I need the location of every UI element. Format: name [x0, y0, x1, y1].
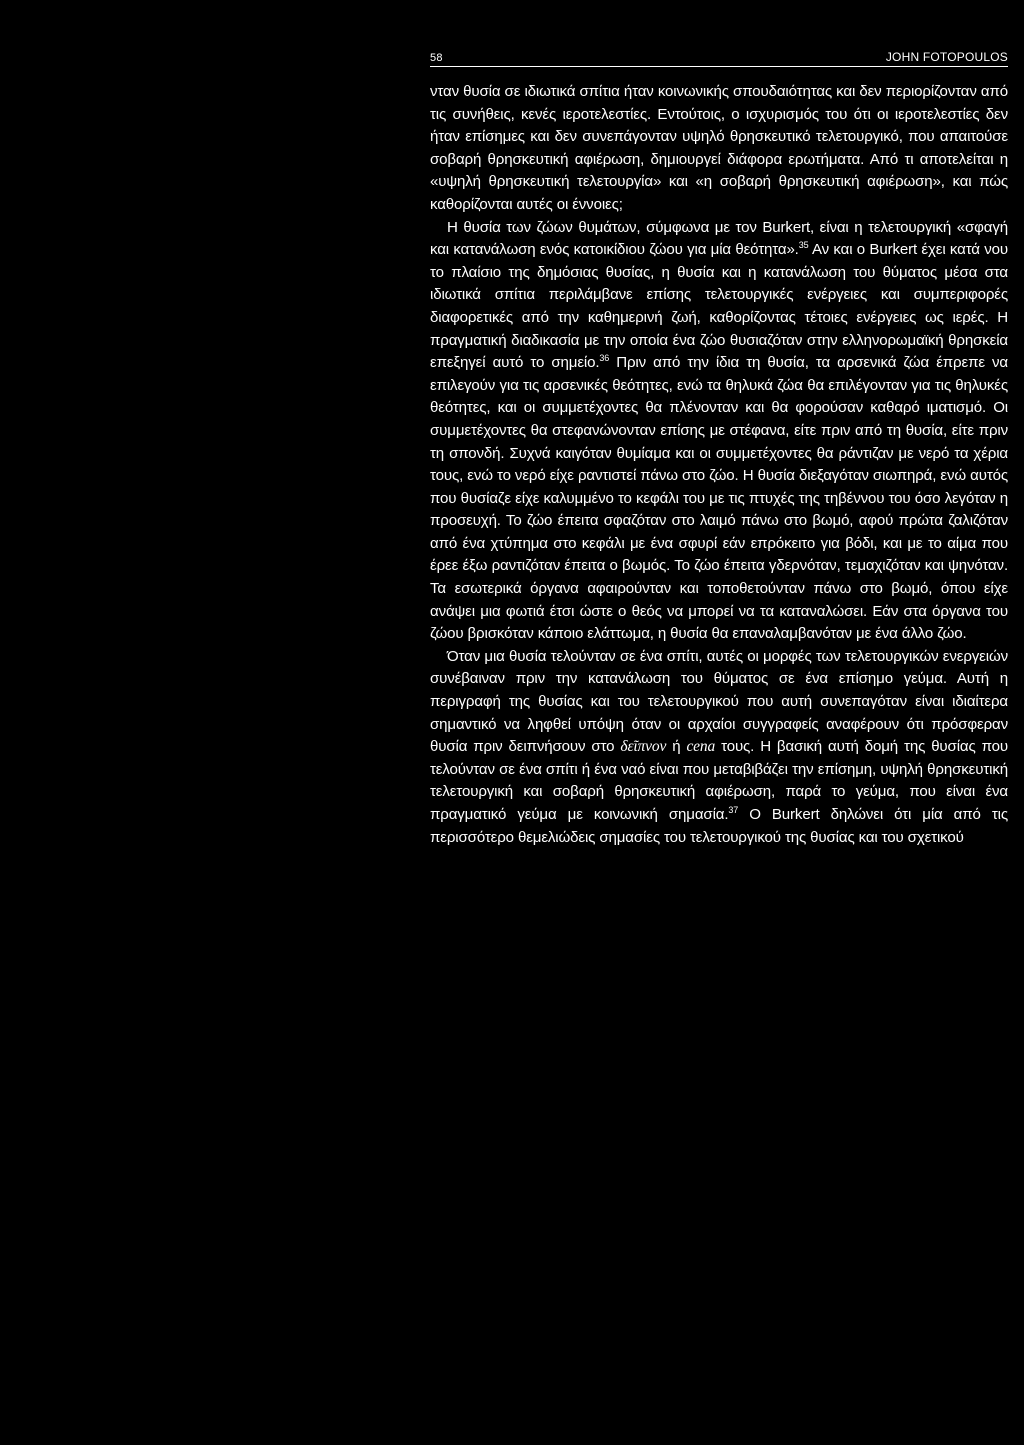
paragraph-2-text-a: Η θυσία των ζώων θυμάτων, σύμφωνα με τον Burkert, είναι η τελετουργική «σφαγή και κατανάλωση ενός κατοικίδιου ζώου για μία θεότητα». — [430, 218, 1008, 259]
paragraph-3-text-b: τους. Η βασική αυτή δομή της θυσίας που τελούνταν σε ένα σπίτι ή ένα ναό είναι που μεταβιβάζει την επίσημη, υψηλή θρησκευτική τελετουργική και σοβαρή θρησκευτική αφιέρωση, παρά το γεύμα, που είναι ένα πραγματικό γεύμα με κοινωνική σημασία. — [430, 738, 1008, 823]
italic-term-deipnon: δεῖπνον — [620, 738, 667, 756]
paragraph-2-text-c: Πριν από την ίδια τη θυσία, τα αρσενικά ζώα έπρεπε να επιλεγούν για τις αρσενικές θεότητες, ενώ τα θηλυκά ζώα θα επιλέγονταν για τις θηλυκές θεότητες, και οι συμμετέχοντες θα πλένονταν και θα φορούσαν καθαρό ιματισμό. Οι συμμετέχοντες θα στεφανώνονταν επίσης με στέφανα, είτε πριν από τη θυσία, είτε πριν τη σπονδή. Συχνά καιγόταν θυμίαμα και οι συμμετέχοντες θα ράντιζαν με νερό τα χέρια τους, ενώ το νερό είχε ραντιστεί πάνω στο ζώο. Η θυσία διεξαγόταν σιωπηρά, ενώ αυτός που θυσίαζε είχε καλυμμένο το κεφάλι του με τις πτυχές της τηβέννου του όσο λεγόταν η προσευχή. Το ζώο έπειτα σφαζόταν στο λαιμό πάνω στο βωμό, αφού πρώτα ζαλιζόταν από ένα χτύπημα στο κεφάλι με ένα σφυρί εάν επρόκειτο για βόδι, και με το αίμα που έρεε έξω ραντιζόταν έπειτα ο βωμός. Το ζώο έπειτα γδερνόταν, τεμαχιζόταν και ψηνόταν. Τα εσωτερικά όργανα αφαιρούνταν και τοποθετούνταν πάνω στο βωμό, όπου είχε ανάψει μια φωτιά έτσι ώστε ο θεός να μπορεί να τα καταναλώσει. Εάν στα όργανα του ζώου βρισκόταν κάποιο ελάττωμα, η θυσία θα επαναλαμβανόταν με ένα άλλο ζώο. — [430, 354, 1008, 643]
running-head — [430, 50, 1008, 67]
body-text — [430, 81, 1008, 849]
footnote-ref-35: 35 — [798, 240, 809, 251]
paragraph-3-text-c: Ο Burkert δηλώνει ότι μία από τις περισσότερο θεμελιώδεις σημασίες του τελετουργικού της θυσίας και του σχετικού — [430, 806, 1008, 846]
paragraph-2 — [430, 217, 1008, 646]
footnote-ref-36: 36 — [599, 353, 610, 364]
running-head-author: JOHN FOTOPOULOS — [885, 50, 1008, 64]
page — [430, 50, 1008, 849]
italic-term-cena: cena — [686, 738, 716, 756]
paragraph-3 — [430, 646, 1008, 849]
footnote-ref-37: 37 — [728, 805, 739, 815]
paragraph-2-text-b: Αν και ο Burkert έχει κατά νου το πλαίσιο της δημόσιας θυσίας, η θυσία και η κατανάλωση του θύματος μέσα στα ιδιωτικά σπίτια περιλάμβανε επίσης τελετουργικές ενέργειες και συμπεριφορές διαφορετικές από την καθημερινή ζωή, καθορίζοντας τέτοιες ενέργειες ως ιερές. Η πραγματική διαδικασία με την οποία ένα ζώο θυσιαζόταν στην ελληνορωμαϊκή θρησκεία επεξηγεί αυτό το σημείο. — [430, 241, 1008, 372]
paragraph-3-text-a: Όταν μια θυσία τελούνταν σε ένα σπίτι, αυτές οι μορφές των τελετουργικών ενεργειών συνέβαιναν πριν την κατανάλωση του θύματος σε ένα επίσημο γεύμα. Αυτή η περιγραφή της θυσίας και του τελετουργικού που αυτή συνεπαγόταν είναι ιδιαίτερα σημαντικό να ληφθεί υπόψη όταν οι αρχαίοι συγγραφείς αναφέρουν ότι πρόσφεραν θυσία πριν δειπνήσουν στο — [430, 647, 1008, 756]
paragraph-3-conjunction: ή — [666, 738, 687, 756]
page-number: 58 — [430, 52, 443, 64]
paragraph-1 — [430, 81, 1008, 217]
paragraph-1-text: νταν θυσία σε ιδιωτικά σπίτια ήταν κοινωνικής σπουδαιότητας και δεν περιορίζονταν από τις συνήθεις, κενές ιεροτελεστίες. Εντούτοις, ο ισχυρισμός του ότι οι ιεροτελεστίες δεν ήταν επίσημες και δεν συνεπάγονταν υψηλό θρησκευτικό τελετουργικό, που απαιτούσε σοβαρή θρησκευτική αφιέρωση, δημιουργεί διάφορα ερωτήματα. Από τι αποτελείται η «υψηλή θρησκευτική τελετουργία» και «η σοβαρή θρησκευτική αφιέρωση», και πώς καθορίζονται αυτές οι έννοιες; — [430, 83, 1008, 213]
